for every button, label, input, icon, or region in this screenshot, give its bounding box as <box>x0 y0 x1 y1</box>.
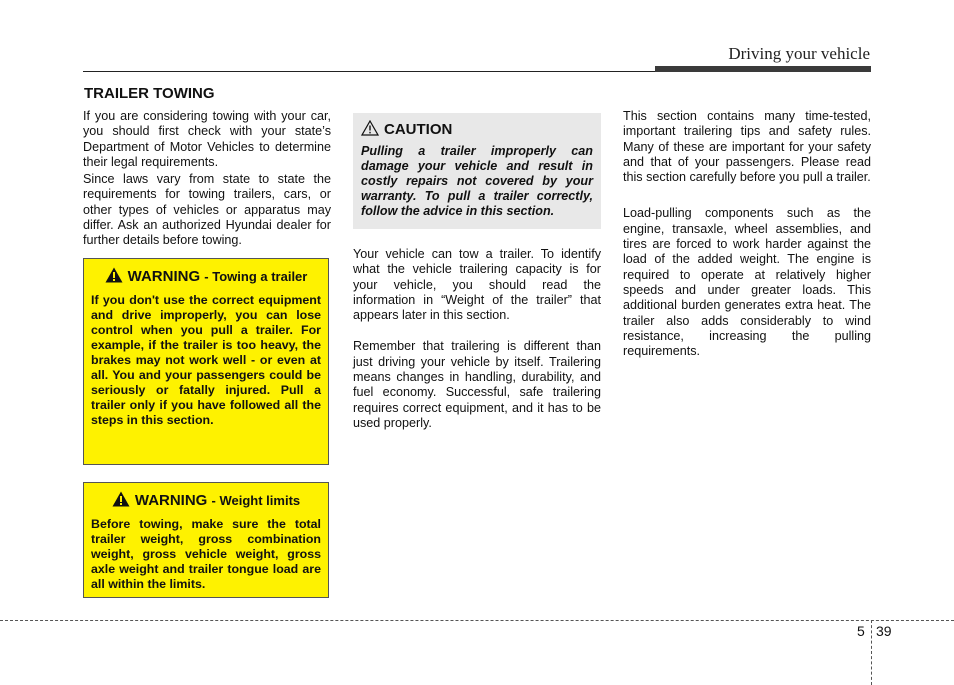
warning-subtitle: - Towing a trailer <box>204 269 308 284</box>
warning-box-weight <box>83 482 329 598</box>
caution-heading <box>361 120 593 141</box>
paragraph: If you are considering towing with your car, you should first check with your state’s Department of Motor Vehicles to determine their legal requirements. <box>83 109 331 169</box>
warning-body: If you don't use the correct equipment and drive improperly, you can lose control when you pull a trailer. For example, if the trailer is too heavy, the brakes may not work well - or even at all. You and your passengers could be seriously or fatally injured. Pull a trailer only if you have followed all the steps in this section. <box>91 293 321 427</box>
running-header: Driving your vehicle <box>728 44 870 63</box>
warning-subtitle: - Weight limits <box>211 493 301 508</box>
paragraph: Since laws vary from state to state the requirements for towing trailers, cars, or other types of vehicles or apparatus may differ. Ask an authorized Hyundai dealer for further details before towing. <box>83 172 331 248</box>
caution-triangle-icon <box>361 120 379 141</box>
column-2 <box>353 247 601 431</box>
paragraph: This section contains many time-tested, important trailering tips and safety rules. Many of these are important for your safety and that of your passengers. Please read this section carefully before you pull a trailer. <box>623 109 871 185</box>
warning-heading <box>91 491 321 512</box>
warning-triangle-icon <box>105 267 123 288</box>
warning-label: WARNING <box>127 268 201 285</box>
caution-label: CAUTION <box>384 121 453 138</box>
warning-box-towing <box>83 258 329 465</box>
header-bar <box>655 66 871 72</box>
warning-body: Before towing, make sure the total trailer weight, gross combination weight, gross vehicle weight, gross axle weight and trailer tongue load are all within the limits. <box>91 517 321 591</box>
paragraph: Remember that trailering is different than just driving your vehicle by itself. Trailering means changes in handling, durability, and fuel economy. Successful, safe trailering requires correct equipment, and it has to be used properly. <box>353 339 601 430</box>
column-1 <box>83 109 331 249</box>
section-title: TRAILER TOWING <box>84 85 215 102</box>
warning-label: WARNING <box>134 492 208 509</box>
header-rule <box>83 71 655 72</box>
page-number: 39 <box>876 623 892 639</box>
caution-body: Pulling a trailer improperly can damage your vehicle and result in costly repairs not covered by your warranty. To pull a trailer correctly, follow the advice in this section. <box>361 144 593 218</box>
paragraph: Your vehicle can tow a trailer. To identify what the vehicle trailering capacity is for your vehicle, you should read the information in “Weight of the trailer” that appears later in this section. <box>353 247 601 323</box>
footer-dashed-rule <box>0 620 954 621</box>
caution-box <box>353 113 601 229</box>
column-3 <box>623 109 871 359</box>
warning-heading <box>91 267 321 288</box>
footer-vertical-rule <box>871 620 872 685</box>
paragraph: Load-pulling components such as the engine, transaxle, wheel assemblies, and tires are forced to work harder against the load of the added weight. The engine is required to operate at relatively higher speeds and under greater loads. This additional burden generates extra heat. The trailer also adds considerably to wind resistance, increasing the pulling requirements. <box>623 206 871 359</box>
chapter-number: 5 <box>857 623 865 639</box>
warning-triangle-icon <box>112 491 130 512</box>
